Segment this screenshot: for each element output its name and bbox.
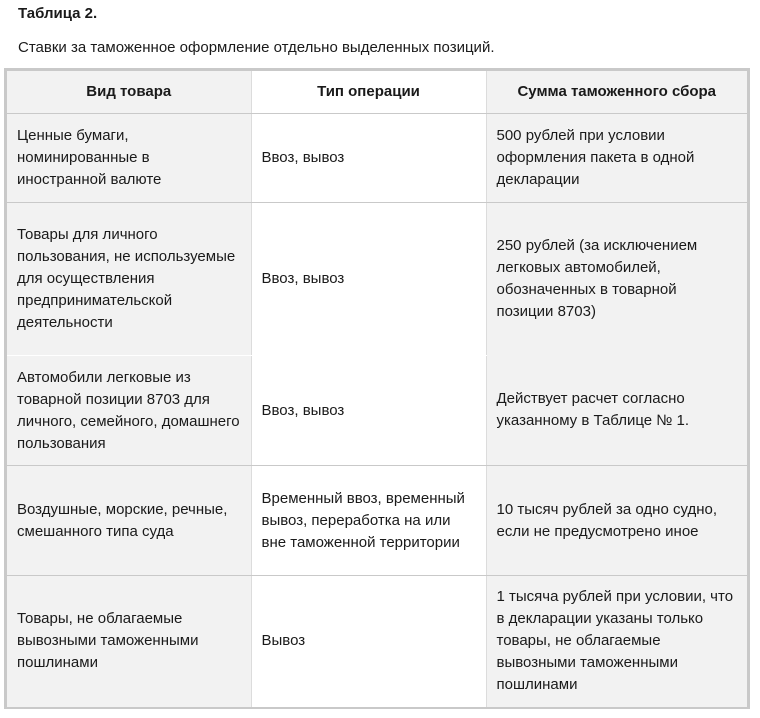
header-fee-amount: Сумма таможенного сбора [486,71,747,114]
fees-table [7,71,747,707]
cell-goods [7,576,251,707]
cell-operation-text: Ввоз, вывоз [261,401,345,419]
cell-goods [7,356,251,466]
header-operation-type: Тип операции [251,71,486,114]
cell-operation [251,466,486,576]
table-row [7,576,747,707]
cell-goods [7,203,251,356]
cell-fee-text: 10 тысяч рублей за одно судно, если не предусмотрено иное [496,500,718,540]
cell-goods-text: Автомобили легковые из товарной позиции 8703 для личного, семейного, домашнего пользования [17,368,240,452]
header-goods-type: Вид товара [7,71,251,114]
cell-operation-text: Вывоз [261,632,306,650]
cell-fee [486,466,747,576]
cell-fee-text: 500 рублей при условии оформления пакета в одной декларации [496,127,695,188]
cell-operation [251,356,486,466]
cell-fee-text: 250 рублей (за исключением легковых автомобилей, обозначенных в товарной позиции 8703) [496,237,698,321]
table-row [7,356,747,466]
cell-goods-text: Товары для личного пользования, не используемые для осуществления предпринимательской деятельности [17,226,236,331]
fees-table-frame [4,68,750,709]
cell-operation [251,576,486,707]
table-caption-title: Таблица 2. [18,5,98,22]
cell-operation [251,203,486,356]
cell-fee-text: 1 тысяча рублей при условии, что в декларации указаны только товары, не облагаемые вывозными таможенными пошлинами [496,588,734,694]
table-row [7,114,747,203]
cell-operation-text: Ввоз, вывоз [261,149,345,166]
cell-goods-text: Ценные бумаги, номинированные в иностранной валюте [17,127,162,188]
cell-goods-text: Товары, не облагаемые вывозными таможенными пошлинами [17,610,199,672]
cell-fee [486,356,747,466]
cell-fee [486,114,747,203]
cell-fee [486,203,747,356]
cell-goods [7,114,251,203]
cell-goods-text: Воздушные, морские, речные, смешанного типа суда [17,500,228,540]
table-caption-subtitle: Ставки за таможенное оформление отдельно выделенных позиций. [18,39,495,56]
table-row [7,203,747,356]
cell-operation-text: Временный ввоз, временный вывоз, переработка на или вне таможенной территории [261,489,465,551]
cell-operation-text: Ввоз, вывоз [261,270,345,287]
cell-fee-text: Действует расчет согласно указанному в Таблице № 1. [496,390,690,430]
cell-operation [251,114,486,203]
table-header-row [7,71,747,114]
cell-goods [7,466,251,576]
table-row [7,466,747,576]
cell-fee [486,576,747,707]
